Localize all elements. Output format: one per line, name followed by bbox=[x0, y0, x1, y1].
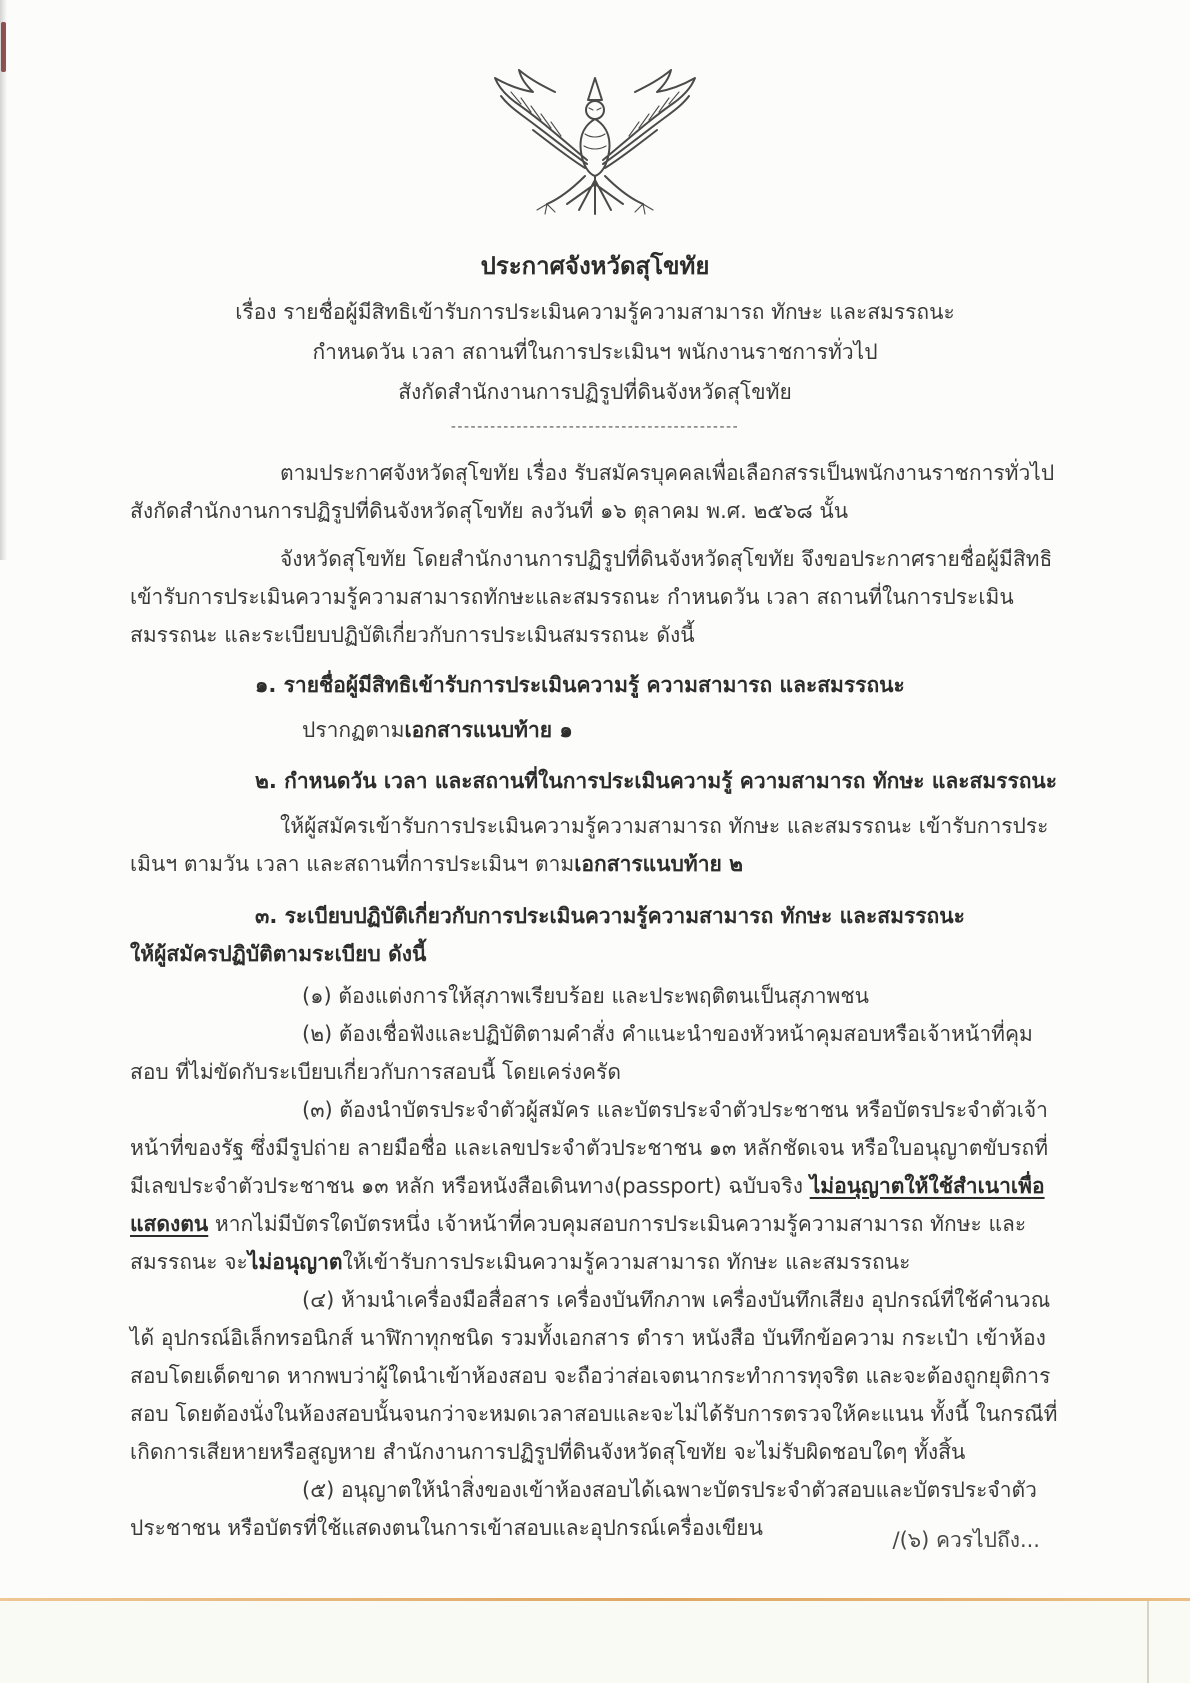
garuda-emblem-graphic bbox=[475, 64, 715, 234]
rule-3 bbox=[130, 1091, 1060, 1281]
text-segment: ไม่อนุญาต bbox=[247, 1250, 343, 1274]
garuda-emblem bbox=[475, 64, 715, 238]
document-title: ประกาศจังหวัดสุโขทัย bbox=[480, 252, 710, 280]
scan-right-edge-line bbox=[1147, 1601, 1149, 1683]
para-opening bbox=[130, 454, 1060, 530]
rule-4 bbox=[130, 1281, 1060, 1471]
text-segment: ๒. กำหนดวัน เวลา และสถานที่ในการประเมินความรู้ ความสามารถ ทักษะ และสมรรถนะ bbox=[255, 769, 1058, 793]
scan-edge-shadow bbox=[0, 0, 7, 560]
text-segment: (๒) ต้องเชื่อฟังและปฏิบัติตามคำสั่ง คำแนะนำของหัวหน้าคุมสอบหรือเจ้าหน้าที่คุมสอบ ที่ไม่ขัดกับระเบียบเกี่ยวกับการสอบนี้ โดยเคร่งครัด bbox=[130, 1022, 1033, 1084]
text-segment: ๑. รายชื่อผู้มีสิทธิเข้ารับการประเมินความรู้ ความสามารถ และสมรรถนะ bbox=[255, 673, 905, 697]
document-header bbox=[130, 64, 1060, 438]
text-segment: (๓) ต้องนำบัตรประจำตัวผู้สมัคร และบัตรประจำตัวประชาชน หรือบัตรประจำตัวเจ้าหน้าที่ของรัฐ ซึ่งมีรูปถ่าย ลายมือชื่อ และเลขประจำตัวประชาชน ๑๓ หลักชัดเจน หรือใบอนุญาตขับรถที่มีเลขประจำตัวประชาชน ๑๓ หลัก หรือหนังสือเดินทาง(passport) ฉบับจริง bbox=[130, 1098, 1049, 1198]
subject-line-3: สังกัดสำนักงานการปฏิรูปที่ดินจังหวัดสุโขทัย bbox=[398, 380, 792, 404]
text-segment: (๔) ห้ามนำเครื่องมือสื่อสาร เครื่องบันทึกภาพ เครื่องบันทึกเสียง อุปกรณ์ที่ใช้คำนวณได้ อุปกรณ์อิเล็กทรอนิกส์ นาฬิกาทุกชนิด รวมทั้งเอกสาร ตำรา หนังสือ บันทึกข้อความ กระเป๋า เข้าห้องสอบโดยเด็ดขาด หากพบว่าผู้ใดนำเข้าห้องสอบ จะถือว่าส่อเจตนากระทำการทุจริต และจะต้องถูกยุติการสอบ โดยต้องนั่งในห้องสอบนั้นจนกว่าจะหมดเวลาสอบและจะไม่ได้รับการตรวจให้คะแนน ทั้งนี้ ในกรณีที่เกิดการเสียหายหรือสูญหาย สำนักงานการปฏิรูปที่ดินจังหวัดสุโขทัย จะไม่รับผิดชอบใดๆ ทั้งสิ้น bbox=[130, 1288, 1058, 1464]
rule-2 bbox=[130, 1015, 1060, 1091]
red-edge-mark bbox=[1, 22, 6, 72]
para-announce bbox=[130, 540, 1060, 654]
item-2 bbox=[130, 762, 1060, 800]
text-segment: เอกสารแนบท้าย ๒ bbox=[574, 852, 743, 876]
document-content bbox=[130, 0, 1060, 1547]
item-1 bbox=[130, 666, 1060, 704]
dashed-separator: -------------------------------------------- bbox=[450, 419, 740, 435]
para-schedule bbox=[130, 807, 1060, 883]
text-segment: (๑) ต้องแต่งการให้สุภาพเรียบร้อย และประพฤติตนเป็นสุภาพชน bbox=[302, 984, 869, 1008]
text-segment: ไม่อนุญาตให้ใช้สำเนาเพื่อแสดงตน bbox=[130, 1174, 1045, 1236]
rule-1 bbox=[130, 977, 1060, 1015]
text-segment: เอกสารแนบท้าย ๑ bbox=[404, 718, 573, 742]
attachment-1 bbox=[130, 711, 1060, 749]
text-segment: ให้ผู้สมัครเข้ารับการประเมินความรู้ความสามารถ ทักษะ และสมรรถนะ เข้ารับการประเมินฯ ตามวัน เวลา และสถานที่การประเมินฯ ตาม bbox=[130, 814, 1049, 876]
continuation-note: /(๖) ควรไปถึง... bbox=[892, 1528, 1040, 1552]
scan-below-strip bbox=[0, 1601, 1190, 1683]
subject-line-1: เรื่อง รายชื่อผู้มีสิทธิเข้ารับการประเมินความรู้ความสามารถ ทักษะ และสมรรถนะ bbox=[235, 300, 955, 324]
item-3 bbox=[130, 897, 1060, 973]
subject-line-2: กำหนดวัน เวลา สถานที่ในการประเมินฯ พนักงานราชการทั่วไป bbox=[312, 340, 878, 364]
text-segment: ๓. ระเบียบปฏิบัติเกี่ยวกับการประเมินความรู้ความสามารถ ทักษะ และสมรรถนะ bbox=[255, 904, 965, 928]
text-segment: จังหวัดสุโขทัย โดยสำนักงานการปฏิรูปที่ดินจังหวัดสุโขทัย จึงขอประกาศรายชื่อผู้มีสิทธิเข้ารับการประเมินความรู้ความสามารถทักษะและสมรรถนะ กำหนดวัน เวลา สถานที่ในการประเมินสมรรถนะ และระเบียบปฏิบัติเกี่ยวกับการประเมินสมรรถนะ ดังนี้ bbox=[130, 547, 1053, 647]
text-segment: ให้ผู้สมัครปฏิบัติตามระเบียบ ดังนี้ bbox=[130, 942, 427, 966]
text-segment: (๕) อนุญาตให้นำสิ่งของเข้าห้องสอบได้เฉพาะบัตรประจำตัวสอบและบัตรประจำตัวประชาชน หรือบัตรที่ใช้แสดงตนในการเข้าสอบและอุปกรณ์เครื่องเขียน bbox=[130, 1478, 1037, 1540]
document-body bbox=[130, 454, 1060, 1547]
text-segment: ตามประกาศจังหวัดสุโขทัย เรื่อง รับสมัครบุคคลเพื่อเลือกสรรเป็นพนักงานราชการทั่วไป สังกัดสำนักงานการปฏิรูปที่ดินจังหวัดสุโขทัย ลงวันที่ ๑๖ ตุลาคม พ.ศ. ๒๕๖๘ นั้น bbox=[130, 461, 1055, 523]
text-segment: ปรากฏตาม bbox=[302, 718, 405, 742]
text-segment: ให้เข้ารับการประเมินความรู้ความสามารถ ทักษะ และสมรรถนะ bbox=[342, 1250, 911, 1274]
text-segment: หากไม่มีบัตรใดบัตรหนึ่ง เจ้าหน้าที่ควบคุมสอบการประเมินความรู้ความสามารถ ทักษะ และสมรรถนะ จะ bbox=[130, 1212, 1027, 1274]
